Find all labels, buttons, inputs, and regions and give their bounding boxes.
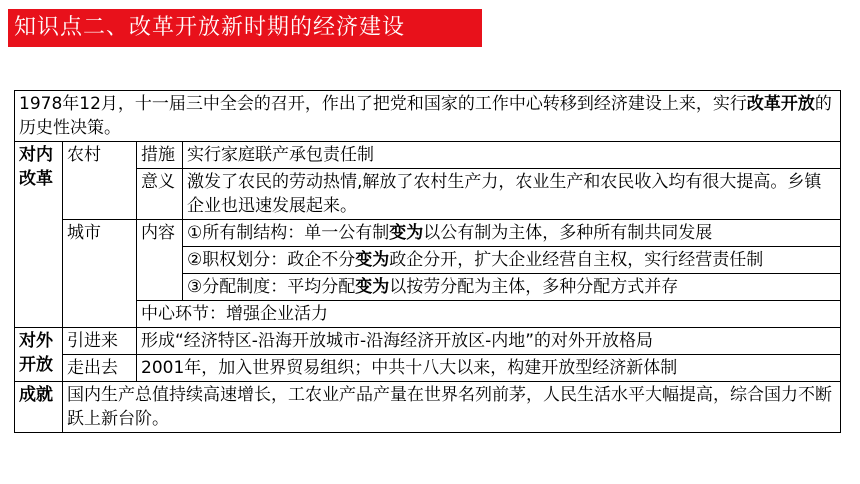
- bring-in-label: 引进来: [63, 328, 137, 355]
- meaning-text: 激发了农民的劳动热情,解放了农村生产力，农业生产和农民收入均有很大提高。乡镇企业也迅速发展起来。: [183, 169, 841, 220]
- urban-center-row: [15, 301, 841, 328]
- section-title: 知识点二、改革开放新时期的经济建设: [8, 9, 482, 47]
- item-pre: ③分配制度：平均分配: [187, 277, 356, 297]
- content-label: 内容: [137, 220, 183, 301]
- rural-label: 农村: [63, 142, 137, 220]
- go-out-row: [15, 355, 841, 382]
- intro-strong: 改革开放: [746, 94, 815, 114]
- go-out-text: 2001年，加入世界贸易组织；中共十八大以来，构建开放型经济新体制: [137, 355, 841, 382]
- intro-text-2: 的历史性决策。: [19, 94, 832, 138]
- item-strong: 变为: [389, 223, 424, 243]
- center-text: 中心环节：增强企业活力: [137, 301, 841, 328]
- item-post: 以公有制为主体，多种所有制共同发展: [423, 223, 713, 243]
- urban-item-row: [15, 220, 841, 247]
- item-strong: 变为: [355, 277, 390, 297]
- bring-in-text: 形成“经济特区-沿海开放城市-沿海经济开放区-内地”的对外开放格局: [137, 328, 841, 355]
- intro-cell: [15, 91, 841, 142]
- urban-item-1: [183, 220, 841, 247]
- item-post: 以按劳分配为主体，多种分配方式并存: [389, 277, 679, 297]
- bring-in-row: [15, 328, 841, 355]
- opening-label: 对外开放: [15, 328, 63, 382]
- urban-label: 城市: [63, 220, 137, 328]
- achievement-text: 国内生产总值持续高速增长，工农业产品产量在世界名列前茅，人民生活水平大幅提高，综合国力不断跃上新台阶。: [63, 382, 841, 433]
- item-pre: ①所有制结构：单一公有制: [187, 223, 390, 243]
- item-strong: 变为: [355, 250, 390, 270]
- rural-meaning-row: [15, 169, 841, 220]
- reform-label: 对内改革: [15, 142, 63, 328]
- urban-item-3: [183, 274, 841, 301]
- achievement-row: [15, 382, 841, 433]
- summary-table: [14, 90, 841, 433]
- achievement-label: 成就: [15, 382, 63, 433]
- rural-measures-row: [15, 142, 841, 169]
- measures-label: 措施: [137, 142, 183, 169]
- item-pre: ②职权划分：政企不分: [187, 250, 356, 270]
- intro-text-1: 1978年12月，十一届三中全会的召开，作出了把党和国家的工作中心转移到经济建设上来，实行: [19, 94, 747, 114]
- measures-text: 实行家庭联产承包责任制: [183, 142, 841, 169]
- intro-row: [15, 91, 841, 142]
- item-post: 政企分开，扩大企业经营自主权，实行经营责任制: [389, 250, 764, 270]
- go-out-label: 走出去: [63, 355, 137, 382]
- urban-item-2: [183, 247, 841, 274]
- meaning-label: 意义: [137, 169, 183, 220]
